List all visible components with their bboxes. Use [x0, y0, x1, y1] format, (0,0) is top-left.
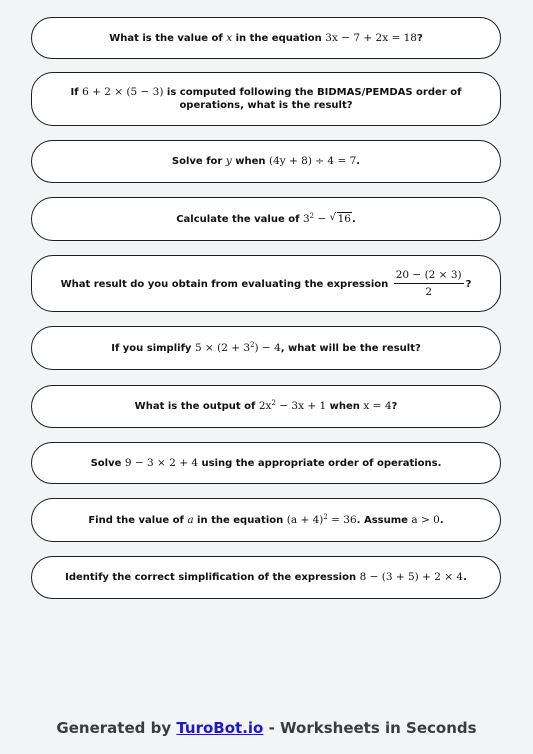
question-6-expression-part: ) − 4 — [254, 341, 281, 354]
question-card-3 — [31, 140, 501, 183]
question-card-10 — [31, 556, 501, 599]
question-text-7 — [135, 400, 398, 413]
question-2-text-part: If — [70, 87, 83, 98]
question-4-text-part: . — [351, 214, 356, 225]
question-5-text-part: What result do you obtain from evaluating the expression — [60, 278, 392, 290]
question-9-text-part: . Assume — [356, 514, 412, 526]
question-text-5 — [61, 269, 472, 299]
question-9-text-part: in the equation — [193, 514, 287, 526]
question-8-text-part: using the appropriate order of operations. — [198, 457, 442, 469]
question-9-exponent: 2 — [323, 512, 328, 521]
question-3-equation: (4y + 8) ÷ 4 = 7 — [269, 155, 357, 167]
question-2-expression: 6 + 2 × (5 − 3) — [82, 86, 164, 98]
question-7-exponent: 2 — [271, 399, 276, 407]
question-card-5 — [31, 255, 501, 312]
question-1-math-var-value: x — [226, 31, 233, 44]
question-text-8 — [91, 457, 442, 470]
question-1-text-part: ? — [416, 32, 423, 44]
question-8-expression: 9 − 3 × 2 + 4 — [124, 456, 199, 469]
question-7-expression — [259, 400, 326, 412]
radical-icon: √ — [329, 212, 336, 223]
question-text-10 — [65, 571, 467, 584]
question-1-text-part: in the equation — [232, 32, 326, 44]
turobot-link[interactable]: TuroBot.io — [176, 719, 264, 737]
footer-suffix: - Worksheets in Seconds — [263, 719, 477, 737]
question-3-math-var-value: y — [225, 155, 232, 167]
question-7-text-part: ? — [391, 401, 398, 412]
question-3-text-part: when — [231, 156, 269, 167]
question-text-6 — [111, 342, 421, 355]
fraction-numerator: 20 − (2 × 3) — [394, 269, 464, 284]
question-9-math-var-value: a — [187, 513, 194, 526]
question-text-1 — [109, 32, 423, 45]
question-7-condition: x = 4 — [363, 400, 392, 412]
question-text-2 — [38, 86, 494, 112]
question-card-4 — [31, 197, 501, 241]
question-6-text-part: , what will be the result? — [280, 342, 421, 354]
question-4-expression-part: 3 — [302, 213, 310, 225]
question-text-4 — [176, 212, 356, 226]
question-4-expression — [303, 213, 352, 225]
question-7-expression-part: 2x — [258, 400, 272, 412]
question-1-equation: 3x − 7 + 2x = 18 — [325, 31, 417, 44]
question-card-1 — [31, 17, 501, 59]
question-card-6 — [31, 326, 501, 370]
radicand: 16 — [337, 213, 351, 225]
question-9-equation-part: (a + 4) — [286, 513, 324, 526]
question-card-2 — [31, 72, 501, 126]
question-9-text-part: . — [439, 514, 444, 526]
question-3-text-part: . — [356, 156, 361, 167]
question-7-text-part: What is the output of — [134, 401, 259, 412]
question-text-9 — [88, 514, 443, 527]
question-card-8 — [31, 442, 501, 484]
question-6-expression-part: 5 × (2 + 3 — [194, 341, 251, 354]
question-card-7 — [31, 385, 501, 428]
question-2-text-part: is computed following the BIDMAS/PEMDAS order of operations, what is the result? — [163, 87, 462, 111]
footer — [0, 719, 533, 737]
question-3-text-part: Solve for — [171, 156, 226, 167]
question-card-9 — [31, 498, 501, 542]
question-7-text-part: when — [326, 401, 364, 412]
question-7-expression-part: − 3x + 1 — [275, 400, 327, 412]
question-9-equation — [287, 514, 357, 526]
question-6-expression — [195, 342, 281, 354]
footer-prefix: Generated by — [56, 719, 177, 737]
question-9-text-part: Find the value of — [88, 514, 188, 526]
question-10-text-part: . — [463, 572, 467, 583]
question-5-text-part: ? — [465, 278, 472, 290]
question-text-3 — [172, 155, 360, 168]
question-9-condition: a > 0 — [411, 513, 440, 526]
question-8-text-part: Solve — [90, 457, 125, 469]
question-9-equation-part: = 36 — [327, 513, 357, 526]
question-4-text-part: Calculate the value of — [176, 214, 303, 225]
question-6-text-part: If you simplify — [111, 342, 195, 354]
question-10-expression: 8 − (3 + 5) + 2 × 4 — [359, 571, 464, 583]
question-10-text-part: Identify the correct simplification of the expression — [65, 572, 360, 583]
fraction — [394, 269, 464, 299]
question-6-exponent: 2 — [250, 340, 255, 349]
fraction-denominator: 2 — [425, 285, 433, 298]
square-root — [330, 212, 352, 226]
question-4-expression-part: − — [314, 213, 330, 225]
question-4-exponent: 2 — [309, 212, 315, 220]
question-1-text-part: What is the value of — [109, 32, 227, 44]
